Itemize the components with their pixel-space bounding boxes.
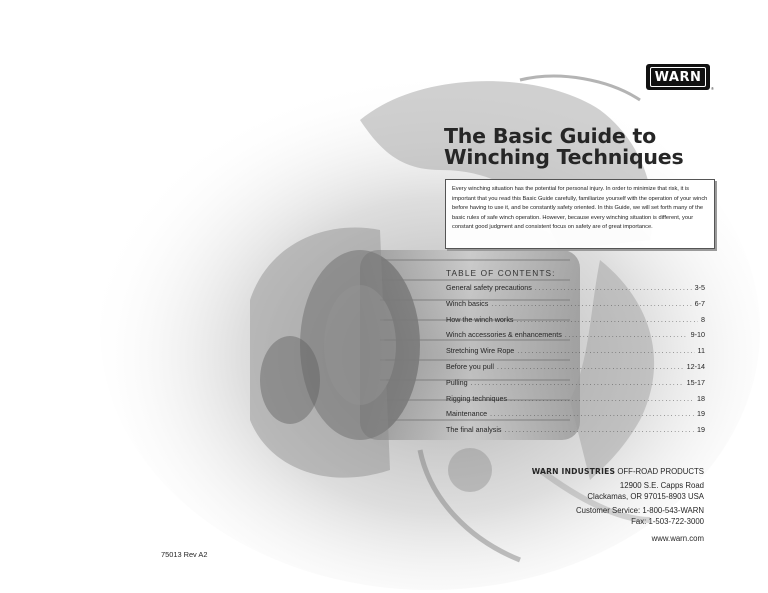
registered-mark: ® bbox=[711, 86, 714, 91]
toc-item-page: 6-7 bbox=[694, 298, 705, 308]
part-number: 75013 Rev A2 bbox=[161, 550, 208, 559]
toc-item-label: Rigging techniques bbox=[446, 393, 508, 403]
toc-leader-dots bbox=[490, 411, 694, 418]
toc-item-page: 18 bbox=[697, 393, 705, 403]
toc-leader-dots bbox=[491, 301, 691, 308]
toc-item-label: Winch accessories & enhancements bbox=[446, 330, 562, 340]
toc-leader-dots bbox=[517, 348, 694, 355]
table-of-contents bbox=[446, 283, 705, 441]
toc-item-page: 3-5 bbox=[694, 283, 705, 292]
toc-item[interactable] bbox=[446, 330, 705, 346]
toc-item-page: 9-10 bbox=[690, 330, 705, 340]
toc-item-label: General safety precautions bbox=[446, 283, 532, 292]
toc-item-page: 11 bbox=[697, 346, 705, 356]
toc-leader-dots bbox=[535, 285, 692, 292]
fax-number: Fax: 1-503-722-3000 bbox=[631, 516, 704, 526]
toc-leader-dots bbox=[471, 380, 684, 387]
toc-item[interactable] bbox=[446, 362, 705, 378]
toc-item[interactable] bbox=[446, 409, 705, 425]
toc-item-label: The final analysis bbox=[446, 425, 502, 435]
page-title bbox=[444, 126, 744, 168]
address-line-1: 12900 S.E. Capps Road bbox=[619, 481, 704, 490]
website-link[interactable]: www.warn.com bbox=[651, 534, 704, 543]
customer-service: Customer Service: 1-800-543-WARN bbox=[576, 506, 704, 515]
toc-item[interactable] bbox=[446, 315, 705, 331]
toc-item-label: Stretching Wire Rope bbox=[446, 346, 515, 356]
warn-logo bbox=[646, 64, 710, 90]
warn-logo-text: WARN bbox=[650, 67, 707, 87]
toc-item[interactable] bbox=[446, 346, 705, 362]
company-name: WARN INDUSTRIES bbox=[531, 467, 616, 476]
title-line-1: The Basic Guide to bbox=[444, 124, 657, 148]
company-line bbox=[532, 467, 704, 476]
toc-heading: TABLE OF CONTENTS: bbox=[446, 268, 556, 278]
toc-item-label: Before you pull bbox=[446, 361, 494, 371]
toc-item-page: 19 bbox=[697, 409, 705, 419]
address-line-2: Clackamas, OR 97015-8903 USA bbox=[587, 491, 704, 501]
toc-item-label: Maintenance bbox=[446, 409, 488, 419]
toc-item[interactable] bbox=[446, 299, 705, 315]
contact-numbers bbox=[576, 506, 704, 528]
toc-item[interactable] bbox=[446, 378, 705, 394]
toc-item-page: 12-14 bbox=[686, 361, 705, 371]
toc-item[interactable] bbox=[446, 283, 705, 299]
toc-item[interactable] bbox=[446, 425, 705, 441]
toc-item-page: 15-17 bbox=[686, 377, 705, 387]
toc-item[interactable] bbox=[446, 394, 705, 410]
toc-item-page: 8 bbox=[701, 314, 705, 324]
toc-leader-dots bbox=[510, 396, 694, 403]
toc-item-page: 19 bbox=[697, 425, 705, 435]
toc-item-label: How the winch works bbox=[446, 314, 514, 324]
toc-item-label: Winch basics bbox=[446, 298, 489, 308]
toc-leader-dots bbox=[505, 427, 694, 434]
toc-leader-dots bbox=[517, 317, 698, 324]
intro-box: Every winching situation has the potential for personal injury. In order to minimize that risk, it is important that you read this Basic Guide carefully, familiarize yourself with the operation of your winch before having to use it, and be constantly safety oriented. In this Guide, we will set forth many of the basic rules of safe winch operation. However, because every winching situation is different, your constant good judgment and consistent focus on safety are of great importance. bbox=[445, 179, 715, 249]
toc-leader-dots bbox=[497, 364, 684, 371]
toc-item-label: Pulling bbox=[446, 377, 468, 387]
toc-leader-dots bbox=[565, 332, 688, 339]
title-line-2: Winching Techniques bbox=[444, 145, 684, 169]
company-address bbox=[587, 481, 704, 503]
company-division: OFF-ROAD PRODUCTS bbox=[617, 467, 704, 476]
